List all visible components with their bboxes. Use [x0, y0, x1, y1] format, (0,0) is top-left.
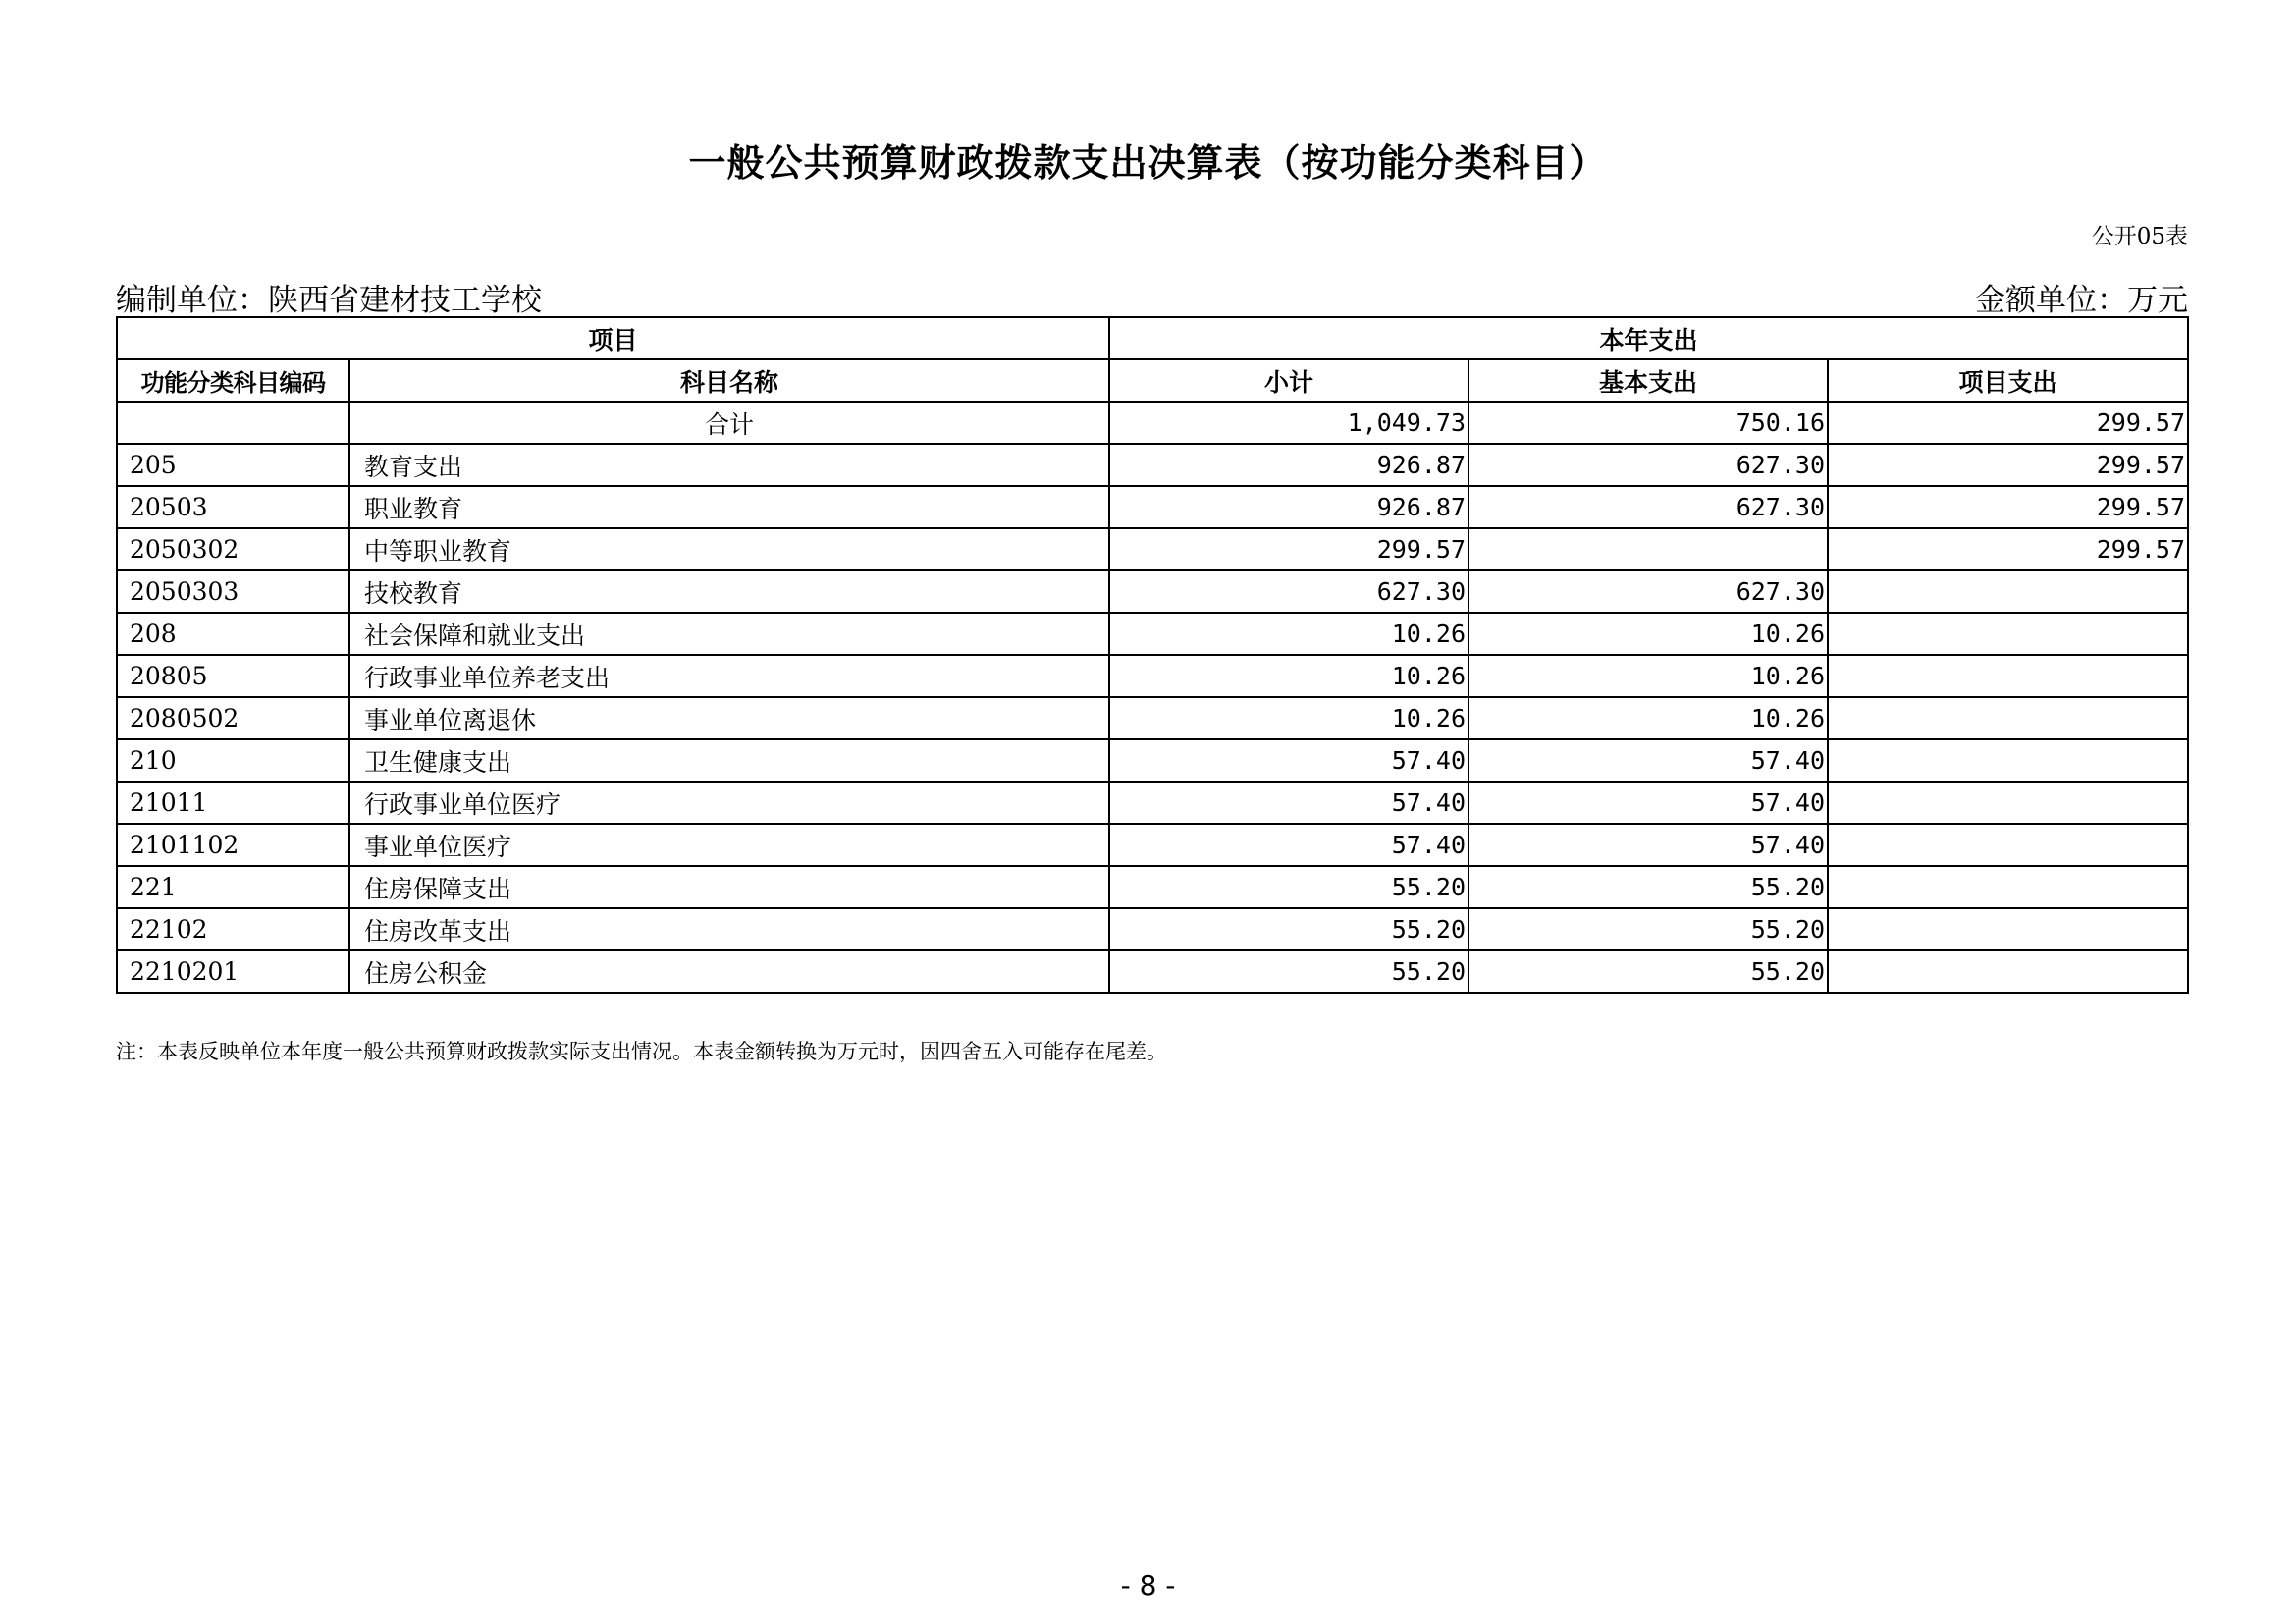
cell-code: 221	[117, 866, 349, 908]
cell-project	[1828, 782, 2188, 824]
header-group-row	[117, 317, 2188, 359]
table-row	[117, 697, 2188, 739]
cell-name: 卫生健康支出	[349, 739, 1109, 782]
cell-code: 2050303	[117, 570, 349, 613]
cell-code: 205	[117, 444, 349, 486]
cell-basic: 10.26	[1468, 613, 1828, 655]
header-name: 科目名称	[349, 359, 1109, 402]
cell-subtotal: 10.26	[1109, 655, 1468, 697]
cell-name: 行政事业单位养老支出	[349, 655, 1109, 697]
cell-basic	[1468, 528, 1828, 570]
cell-name: 住房保障支出	[349, 866, 1109, 908]
table-note: 注：本表反映单位本年度一般公共预算财政拨款实际支出情况。本表金额转换为万元时，因四舍五入可能存在尾差。	[116, 1040, 1167, 1063]
cell-name: 中等职业教育	[349, 528, 1109, 570]
page-number: - 8 -	[1120, 1569, 1176, 1601]
cell-project	[1828, 950, 2188, 993]
cell-code: 210	[117, 739, 349, 782]
cell-basic: 57.40	[1468, 824, 1828, 866]
amount-unit: 金额单位：万元	[1975, 283, 2188, 318]
cell-project	[1828, 866, 2188, 908]
cell-name: 教育支出	[349, 444, 1109, 486]
cell-code: 22102	[117, 908, 349, 950]
cell-basic: 57.40	[1468, 782, 1828, 824]
cell-subtotal: 57.40	[1109, 739, 1468, 782]
cell-subtotal: 627.30	[1109, 570, 1468, 613]
table-row	[117, 486, 2188, 528]
cell-subtotal: 926.87	[1109, 444, 1468, 486]
cell-basic: 55.20	[1468, 950, 1828, 993]
table-row	[117, 570, 2188, 613]
cell-code: 2101102	[117, 824, 349, 866]
cell-code: 2210201	[117, 950, 349, 993]
cell-basic: 750.16	[1468, 402, 1828, 444]
table-row	[117, 444, 2188, 486]
cell-basic: 55.20	[1468, 866, 1828, 908]
cell-basic: 627.30	[1468, 444, 1828, 486]
cell-project: 299.57	[1828, 402, 2188, 444]
form-number: 公开05表	[2091, 224, 2188, 249]
cell-basic: 10.26	[1468, 697, 1828, 739]
cell-project	[1828, 697, 2188, 739]
cell-subtotal: 10.26	[1109, 613, 1468, 655]
cell-subtotal: 55.20	[1109, 950, 1468, 993]
table-row	[117, 655, 2188, 697]
expenditure-table	[116, 316, 2189, 994]
cell-code	[117, 402, 349, 444]
cell-name: 职业教育	[349, 486, 1109, 528]
cell-code: 20805	[117, 655, 349, 697]
cell-name: 住房改革支出	[349, 908, 1109, 950]
header-subtotal: 小计	[1109, 359, 1468, 402]
cell-basic: 627.30	[1468, 486, 1828, 528]
header-current-year-group: 本年支出	[1109, 317, 2188, 359]
cell-code: 2080502	[117, 697, 349, 739]
table-row	[117, 782, 2188, 824]
cell-project	[1828, 739, 2188, 782]
table-row	[117, 866, 2188, 908]
cell-basic: 10.26	[1468, 655, 1828, 697]
total-row	[117, 402, 2188, 444]
cell-name: 住房公积金	[349, 950, 1109, 993]
cell-subtotal: 57.40	[1109, 824, 1468, 866]
table-row	[117, 824, 2188, 866]
cell-project	[1828, 824, 2188, 866]
header-basic: 基本支出	[1468, 359, 1828, 402]
cell-basic: 55.20	[1468, 908, 1828, 950]
table-row	[117, 528, 2188, 570]
page-title: 一般公共预算财政拨款支出决算表（按功能分类科目）	[688, 141, 1608, 185]
cell-code: 21011	[117, 782, 349, 824]
header-project-group: 项目	[117, 317, 1109, 359]
cell-code: 20503	[117, 486, 349, 528]
cell-name: 技校教育	[349, 570, 1109, 613]
cell-subtotal: 1,049.73	[1109, 402, 1468, 444]
cell-project	[1828, 570, 2188, 613]
cell-project	[1828, 613, 2188, 655]
cell-project: 299.57	[1828, 486, 2188, 528]
header-code: 功能分类科目编码	[117, 359, 349, 402]
cell-name: 社会保障和就业支出	[349, 613, 1109, 655]
table-row	[117, 739, 2188, 782]
cell-subtotal: 926.87	[1109, 486, 1468, 528]
cell-subtotal: 299.57	[1109, 528, 1468, 570]
cell-code: 208	[117, 613, 349, 655]
cell-subtotal: 55.20	[1109, 908, 1468, 950]
header-column-row	[117, 359, 2188, 402]
cell-project	[1828, 908, 2188, 950]
header-project: 项目支出	[1828, 359, 2188, 402]
cell-basic: 627.30	[1468, 570, 1828, 613]
preparing-unit: 编制单位：陕西省建材技工学校	[116, 283, 542, 318]
cell-subtotal: 10.26	[1109, 697, 1468, 739]
cell-name: 行政事业单位医疗	[349, 782, 1109, 824]
cell-name: 事业单位医疗	[349, 824, 1109, 866]
cell-code: 2050302	[117, 528, 349, 570]
cell-subtotal: 57.40	[1109, 782, 1468, 824]
cell-name: 事业单位离退休	[349, 697, 1109, 739]
cell-basic: 57.40	[1468, 739, 1828, 782]
cell-subtotal: 55.20	[1109, 866, 1468, 908]
table-row	[117, 950, 2188, 993]
table-row	[117, 908, 2188, 950]
cell-project: 299.57	[1828, 528, 2188, 570]
cell-project: 299.57	[1828, 444, 2188, 486]
cell-project	[1828, 655, 2188, 697]
cell-name: 合计	[349, 402, 1109, 444]
table-row	[117, 613, 2188, 655]
